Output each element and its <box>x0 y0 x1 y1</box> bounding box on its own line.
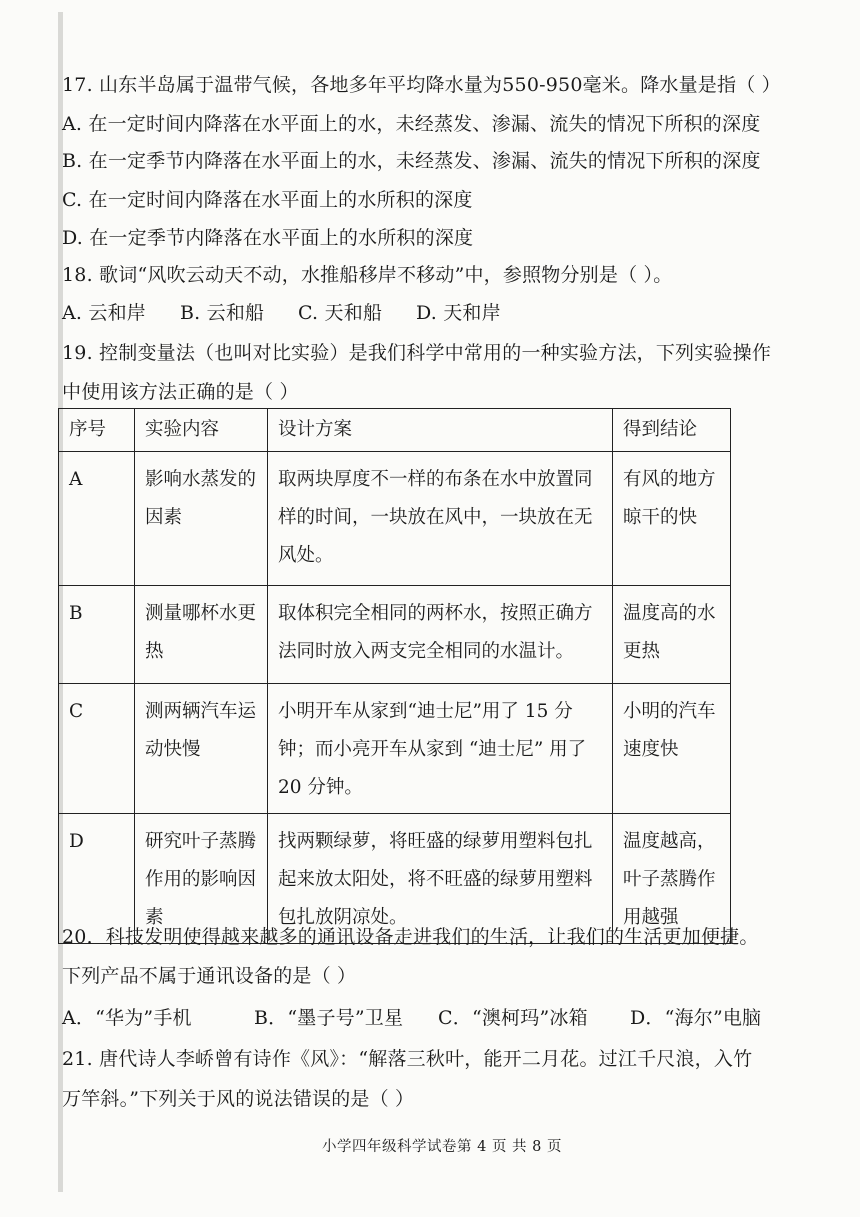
header-design: 设计方案 <box>268 409 613 452</box>
row-design: 取两块厚度不一样的布条在水中放置同样的时间，一块放在风中，一块放在无风处。 <box>268 452 613 586</box>
q18-stem: 18. 歌词“风吹云动天不动，水推船移岸不移动”中，参照物分别是（ ）。 <box>62 264 673 286</box>
q18-option-b: B. 云和船 <box>180 302 265 324</box>
q21-stem-line2: 万竿斜。”下列关于风的说法错误的是（ ） <box>62 1088 415 1110</box>
row-id: A <box>59 452 135 586</box>
row-content: 测两辆汽车运动快慢 <box>135 684 268 814</box>
header-content: 实验内容 <box>135 409 268 452</box>
q18-option-c: C. 天和船 <box>298 302 383 324</box>
exam-page <box>62 0 822 1217</box>
q20-option-c: C．“澳柯玛”冰箱 <box>438 1007 588 1029</box>
q20-options <box>62 1003 761 1030</box>
q20-stem-line2: 下列产品不属于通讯设备的是（ ） <box>62 965 357 987</box>
table-row <box>59 452 731 586</box>
row-design: 小明开车从家到“迪士尼”用了 15 分钟；而小亮开车从家到 “迪士尼” 用了 20 分钟。 <box>268 684 613 814</box>
q17-option-b: B. 在一定季节内降落在水平面上的水，未经蒸发、渗漏、流失的情况下所积的深度 <box>62 150 761 172</box>
table-row <box>59 684 731 814</box>
q18-options <box>62 298 501 325</box>
row-id: C <box>59 684 135 814</box>
page-footer: 小学四年级科学试卷第 4 页 共 8 页 <box>322 1139 562 1155</box>
row-conclusion: 温度高的水更热 <box>613 586 731 684</box>
header-conclusion: 得到结论 <box>613 409 731 452</box>
q20-option-b: B．“墨子号”卫星 <box>254 1007 404 1029</box>
row-conclusion: 有风的地方晾干的快 <box>613 452 731 586</box>
q17-option-d: D. 在一定季节内降落在水平面上的水所积的深度 <box>62 227 474 249</box>
row-design: 找两颗绿萝，将旺盛的绿萝用塑料包扎起来放太阳处，将不旺盛的绿萝用塑料包扎放阴凉处。 <box>268 814 613 944</box>
table-row <box>59 586 731 684</box>
header-number: 序号 <box>59 409 135 452</box>
q17-option-c: C. 在一定时间内降落在水平面上的水所积的深度 <box>62 189 473 211</box>
row-content: 测量哪杯水更热 <box>135 586 268 684</box>
q20-option-d: D．“海尔”电脑 <box>630 1007 762 1029</box>
experiment-table <box>58 408 731 944</box>
q18-option-a: A. 云和岸 <box>62 302 147 324</box>
row-content: 研究叶子蒸腾作用的影响因素 <box>135 814 268 944</box>
row-id: D <box>59 814 135 944</box>
row-content: 影响水蒸发的因素 <box>135 452 268 586</box>
q17-option-a: A. 在一定时间内降落在水平面上的水，未经蒸发、渗漏、流失的情况下所积的深度 <box>62 113 761 135</box>
q19-stem-line2: 中使用该方法正确的是（ ） <box>62 381 299 403</box>
row-conclusion: 温度越高，叶子蒸腾作用越强 <box>613 814 731 944</box>
table-header-row <box>59 409 731 452</box>
q20-option-a: A．“华为”手机 <box>62 1007 192 1029</box>
row-conclusion: 小明的汽车速度快 <box>613 684 731 814</box>
row-id: B <box>59 586 135 684</box>
row-design: 取体积完全相同的两杯水，按照正确方法同时放入两支完全相同的水温计。 <box>268 586 613 684</box>
q20-stem-line1: 20．科技发明使得越来越多的通讯设备走进我们的生活，让我们的生活更加便捷。 <box>62 926 759 948</box>
q18-option-d: D. 天和岸 <box>416 302 501 324</box>
q21-stem-line1: 21. 唐代诗人李峤曾有诗作《风》：“解落三秋叶，能开二月花。过江千尺浪，入竹 <box>62 1048 753 1070</box>
q19-stem-line1: 19. 控制变量法（也叫对比实验）是我们科学中常用的一种实验方法，下列实验操作 <box>62 342 772 364</box>
q17-stem: 17. 山东半岛属于温带气候，各地多年平均降水量为550-950毫米。降水量是指（ ） <box>62 74 781 96</box>
